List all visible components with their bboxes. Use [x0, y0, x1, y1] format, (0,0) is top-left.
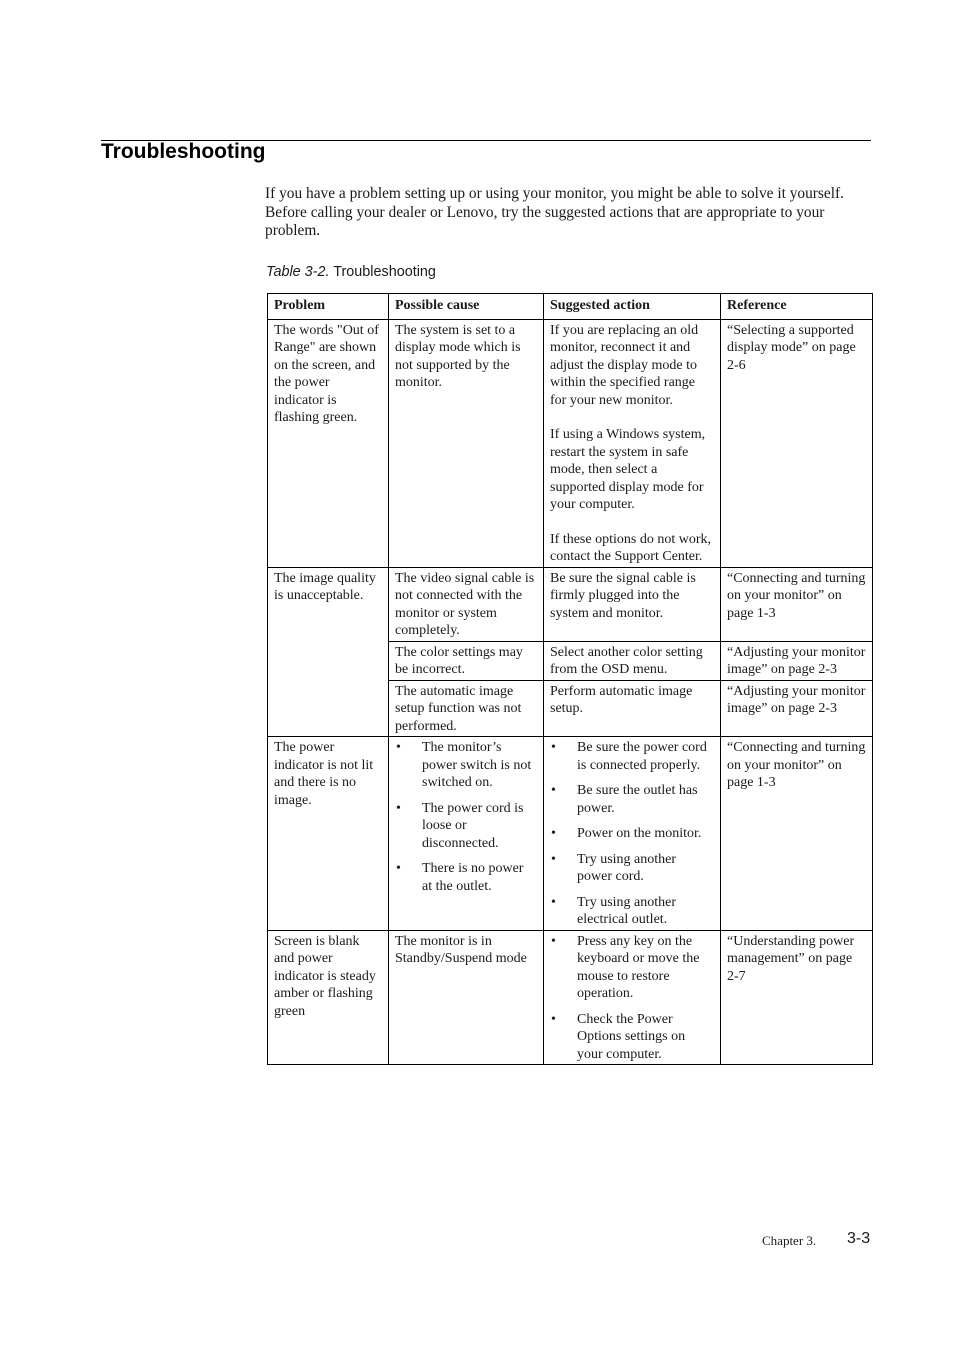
- cause-cell: The monitor is in Standby/Suspend mode: [389, 930, 544, 1065]
- list-item: • Check the Power Options settings on your computer.: [551, 1011, 686, 1062]
- list-item: • Be sure the outlet has power.: [551, 783, 698, 816]
- action-cell: [544, 930, 721, 1065]
- action-cell: Select another color setting from the OSD menu.: [544, 641, 721, 680]
- reference-cell: “Selecting a supported display mode” on page 2-6: [721, 319, 873, 567]
- cause-cell: The color settings may be incorrect.: [389, 641, 544, 680]
- action-paragraph: If using a Windows system, restart the system in safe mode, then select a supported display mode for your computer.: [550, 427, 706, 512]
- page-number: 3-3: [847, 1230, 871, 1247]
- list-item: • Press any key on the keyboard or move the mouse to restore operation.: [551, 933, 700, 1001]
- cause-cell: The system is set to a display mode which is not supported by the monitor.: [389, 319, 544, 567]
- action-cell: [544, 737, 721, 931]
- reference-cell: “Adjusting your monitor image” on page 2-3: [721, 680, 873, 737]
- problem-cell: The words "Out of Range" are shown on the screen, and the power indicator is flashing green.: [268, 319, 389, 567]
- list-item: • Try using another electrical outlet.: [551, 894, 677, 927]
- cause-list: [395, 739, 537, 895]
- header-suggested-action: Suggested action: [544, 294, 721, 320]
- reference-cell: “Adjusting your monitor image” on page 2-3: [721, 641, 873, 680]
- table-row: [268, 567, 873, 641]
- list-item: • There is no power at the outlet.: [396, 861, 524, 894]
- reference-cell: “Connecting and turning on your monitor” on page 1-3: [721, 737, 873, 931]
- action-list: [550, 739, 714, 929]
- action-list: [550, 933, 714, 1064]
- intro-paragraph: If you have a problem setting up or using your monitor, you might be able to solve it yourself. Before calling your dealer or Lenovo, try the suggested actions that are appropriate to your problem.: [265, 185, 844, 239]
- table-caption-title: Troubleshooting: [333, 264, 436, 280]
- cause-cell: The automatic image setup function was not performed.: [389, 680, 544, 737]
- table-caption-label: Table 3-2.: [266, 264, 330, 280]
- action-cell: [544, 319, 721, 567]
- action-cell: Be sure the signal cable is firmly plugged into the system and monitor.: [544, 567, 721, 641]
- table-row: [268, 930, 873, 1065]
- page-title: Troubleshooting: [101, 140, 266, 163]
- action-paragraph: If you are replacing an old monitor, reconnect it and adjust the display mode to within the specified range for your new monitor.: [550, 322, 699, 408]
- header-possible-cause: Possible cause: [389, 294, 544, 320]
- reference-cell: “Understanding power management” on page 2-7: [721, 930, 873, 1065]
- list-item: • Power on the monitor.: [551, 826, 702, 841]
- problem-cell: The power indicator is not lit and there is no image.: [268, 737, 389, 931]
- table-row: [268, 319, 873, 567]
- problem-cell: The image quality is unacceptable.: [268, 567, 389, 737]
- header-reference: Reference: [721, 294, 873, 320]
- list-item: • The power cord is loose or disconnected.: [396, 800, 524, 851]
- table-row: [268, 737, 873, 931]
- table-caption: [266, 263, 436, 281]
- header-problem: Problem: [268, 294, 389, 320]
- list-item: • Be sure the power cord is connected properly.: [551, 740, 707, 773]
- action-cell: Perform automatic image setup.: [544, 680, 721, 737]
- cause-cell: [389, 737, 544, 931]
- problem-cell: Screen is blank and power indicator is steady amber or flashing green: [268, 930, 389, 1065]
- list-item: • Try using another power cord.: [551, 851, 677, 884]
- footer-chapter: Chapter 3.: [762, 1233, 817, 1248]
- action-paragraph: If these options do not work, contact the Support Center.: [550, 531, 711, 564]
- table-header-row: [268, 294, 873, 320]
- cause-cell: The video signal cable is not connected with the monitor or system completely.: [389, 567, 544, 641]
- list-item: • The monitor’s power switch is not switched on.: [396, 740, 532, 790]
- troubleshooting-table: [267, 293, 873, 1065]
- reference-cell: “Connecting and turning on your monitor” on page 1-3: [721, 567, 873, 641]
